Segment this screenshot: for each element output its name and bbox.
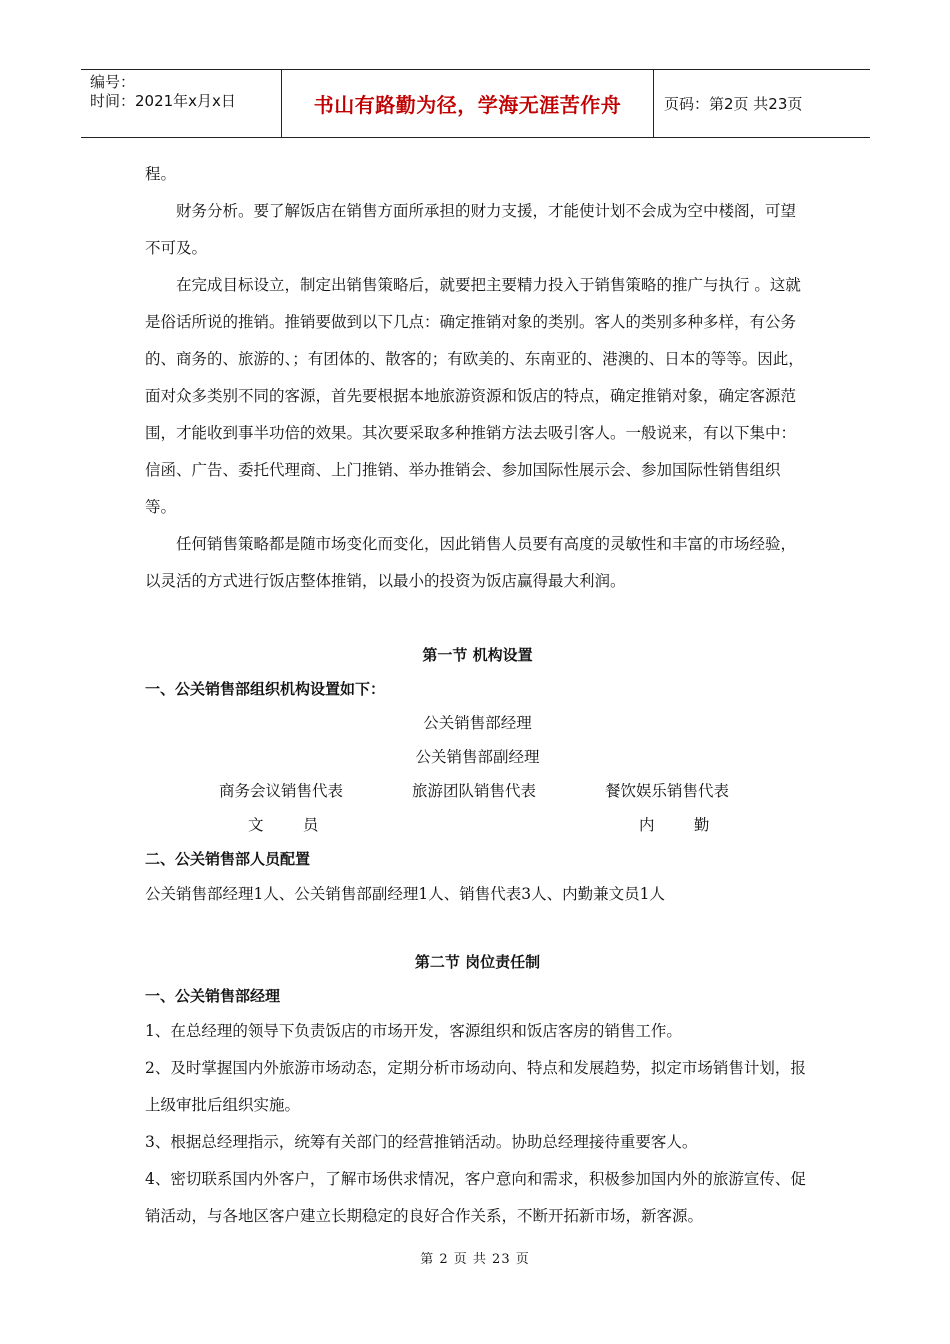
org-reps-row [145, 774, 810, 808]
page-header [81, 69, 870, 138]
page-footer: 第 2 页 共 23 页 [420, 1252, 530, 1267]
duty-item: 2、及时掌握国内外旅游市场动态，定期分析市场动向、特点和发展趋势，拟定市场销售计划，报上级审批后组织实施。 [145, 1059, 806, 1114]
duty-item: 1、在总经理的领导下负责饭店的市场开发，客源组织和饭店客房的销售工作。 [145, 1022, 682, 1040]
staffing-text: 公关销售部经理1人、公关销售部副经理1人、销售代表3人、内勤兼文员1人 [145, 885, 665, 903]
paragraph-continuation: 程。 [145, 165, 177, 183]
section2-title: 第二节 岗位责任制 [414, 953, 541, 971]
org-chart [145, 706, 810, 842]
header-motto: 书山有路勤为径，学海无涯苦作舟 [281, 70, 654, 137]
document-time: 时间：2021年x月x日 [90, 92, 236, 110]
document-body [145, 156, 810, 1235]
header-page-info: 页码：第2页 共23页 [664, 95, 803, 113]
org-manager: 公关销售部经理 [423, 714, 532, 732]
org-rep-business: 商务会议销售代表 [219, 782, 344, 800]
duty-item: 4、密切联系国内外客户，了解市场供求情况，客户意向和需求，积极参加国内外的旅游宣传、促销活动，与各地区客户建立长期稳定的良好合作关系，不断开拓新市场，新客源。 [145, 1170, 806, 1225]
section1-heading-org: 一、公关销售部组织机构设置如下： [145, 680, 386, 698]
paragraph-promotion: 在完成目标设立，制定出销售策略后，就要把主要精力投入于销售策略的推广与执行 。这就是俗话所说的推销。推销要做到以下几点：确定推销对象的类别。客人的类别多种多样，有公务的、商务的、旅游的、；有团体的、散客的；有欧美的、东南亚的、港澳的、日本的等等。因此，面对众多类别不同的客源，首先要根据本地旅游资源和饭店的特点，确定推销对象，确定客源范围，才能收到事半功倍的效果。其次要采取多种推销方法去吸引客人。一般说来，有以下集中：信函、广告、委托代理商、上门推销、举办推销会、参加国际性展示会、参加国际性销售组织等。 [145, 276, 804, 516]
org-internal: 内 勤 [639, 816, 710, 834]
section1-title: 第一节 机构设置 [422, 646, 533, 664]
section2-heading-manager: 一、公关销售部经理 [145, 987, 281, 1005]
org-clerk: 文 员 [248, 816, 319, 834]
paragraph-strategy: 任何销售策略都是随市场变化而变化，因此销售人员要有高度的灵敏性和丰富的市场经验，以灵活的方式进行饭店整体推销，以最小的投资为饭店赢得最大利润。 [145, 535, 797, 590]
duty-item: 3、根据总经理指示，统筹有关部门的经营推销活动。协助总经理接待重要客人。 [145, 1133, 698, 1151]
org-rep-tour: 旅游团队销售代表 [412, 782, 537, 800]
paragraph-finance: 财务分析。要了解饭店在销售方面所承担的财力支援，才能使计划不会成为空中楼阁，可望不可及。 [145, 202, 797, 257]
header-meta [81, 70, 281, 137]
org-deputy: 公关销售部副经理 [415, 748, 540, 766]
section1-heading-staffing: 二、公关销售部人员配置 [145, 850, 311, 868]
document-number-label: 编号： [90, 73, 136, 91]
org-support-row [145, 808, 810, 842]
org-rep-food: 餐饮娱乐销售代表 [605, 782, 730, 800]
